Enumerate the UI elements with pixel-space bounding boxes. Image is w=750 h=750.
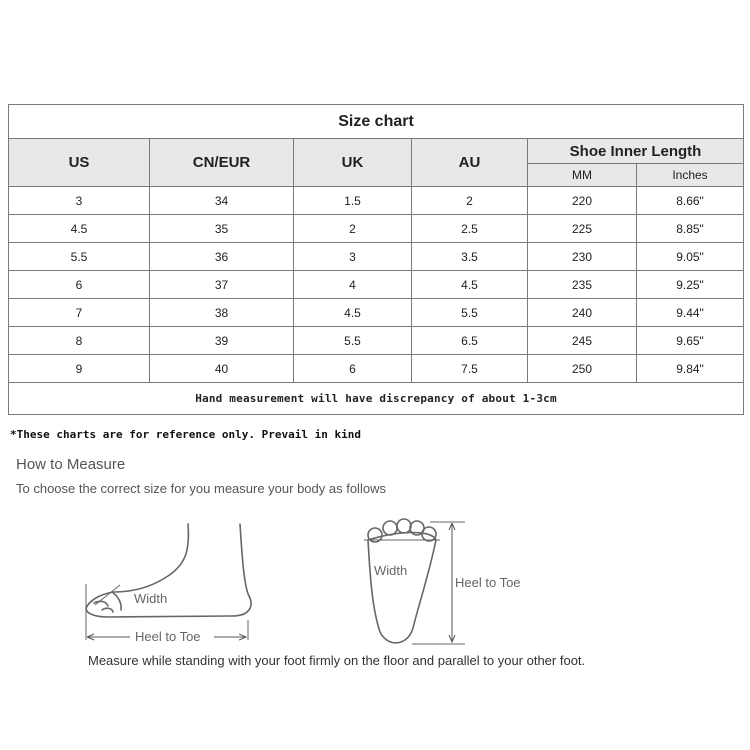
table-cell: 5.5 <box>412 299 528 327</box>
measurement-note: Hand measurement will have discrepancy of about 1-3cm <box>9 383 744 415</box>
table-cell: 8.66" <box>637 187 744 215</box>
disclaimer-text: *These charts are for reference only. Prevail in kind <box>10 428 361 441</box>
table-cell: 2 <box>412 187 528 215</box>
table-cell: 4.5 <box>294 299 412 327</box>
table-cell: 235 <box>528 271 637 299</box>
table-row <box>9 327 744 355</box>
sole-foot-drawing <box>368 519 436 643</box>
table-cell: 2.5 <box>412 215 528 243</box>
header-uk: UK <box>294 139 412 187</box>
side-foot-drawing <box>86 524 251 617</box>
table-cell: 9.44" <box>637 299 744 327</box>
table-cell: 5.5 <box>9 243 150 271</box>
table-cell: 9.84" <box>637 355 744 383</box>
sole-length-label: Heel to Toe <box>455 575 521 590</box>
table-cell: 34 <box>150 187 294 215</box>
foot-measurement-illustration <box>0 500 750 650</box>
table-row <box>9 271 744 299</box>
table-cell: 3.5 <box>412 243 528 271</box>
table-row <box>9 215 744 243</box>
table-cell: 3 <box>9 187 150 215</box>
how-to-measure-subtitle: To choose the correct size for you measure your body as follows <box>16 481 386 496</box>
header-mm: MM <box>528 164 637 187</box>
table-cell: 9.65" <box>637 327 744 355</box>
table-cell: 240 <box>528 299 637 327</box>
table-cell: 4.5 <box>9 215 150 243</box>
table-cell: 250 <box>528 355 637 383</box>
table-row <box>9 355 744 383</box>
table-cell: 3 <box>294 243 412 271</box>
table-cell: 245 <box>528 327 637 355</box>
table-cell: 9.05" <box>637 243 744 271</box>
table-cell: 6.5 <box>412 327 528 355</box>
side-width-label: Width <box>134 591 168 606</box>
header-au: AU <box>412 139 528 187</box>
table-cell: 9 <box>9 355 150 383</box>
measure-instruction: Measure while standing with your foot firmly on the floor and parallel to your other foot. <box>88 653 586 668</box>
header-shoe-inner-length: Shoe Inner Length <box>528 139 744 164</box>
table-cell: 8.85" <box>637 215 744 243</box>
table-row <box>9 299 744 327</box>
table-cell: 40 <box>150 355 294 383</box>
table-cell: 36 <box>150 243 294 271</box>
table-row <box>9 187 744 215</box>
table-cell: 7.5 <box>412 355 528 383</box>
size-chart-title: Size chart <box>9 105 744 139</box>
table-cell: 38 <box>150 299 294 327</box>
table-cell: 230 <box>528 243 637 271</box>
table-cell: 9.25" <box>637 271 744 299</box>
table-cell: 220 <box>528 187 637 215</box>
table-cell: 7 <box>9 299 150 327</box>
table-cell: 4 <box>294 271 412 299</box>
table-cell: 1.5 <box>294 187 412 215</box>
how-to-measure-title: How to Measure <box>16 456 126 473</box>
table-cell: 6 <box>294 355 412 383</box>
table-cell: 2 <box>294 215 412 243</box>
side-length-label: Heel to Toe <box>135 629 201 644</box>
table-cell: 8 <box>9 327 150 355</box>
size-chart-table <box>8 104 744 415</box>
table-cell: 37 <box>150 271 294 299</box>
header-inches: Inches <box>637 164 744 187</box>
table-row <box>9 243 744 271</box>
table-cell: 35 <box>150 215 294 243</box>
table-cell: 39 <box>150 327 294 355</box>
size-rows <box>9 187 744 383</box>
table-cell: 6 <box>9 271 150 299</box>
table-cell: 5.5 <box>294 327 412 355</box>
table-cell: 225 <box>528 215 637 243</box>
table-cell: 4.5 <box>412 271 528 299</box>
header-us: US <box>9 139 150 187</box>
sole-width-label: Width <box>374 563 408 578</box>
header-cn-eur: CN/EUR <box>150 139 294 187</box>
